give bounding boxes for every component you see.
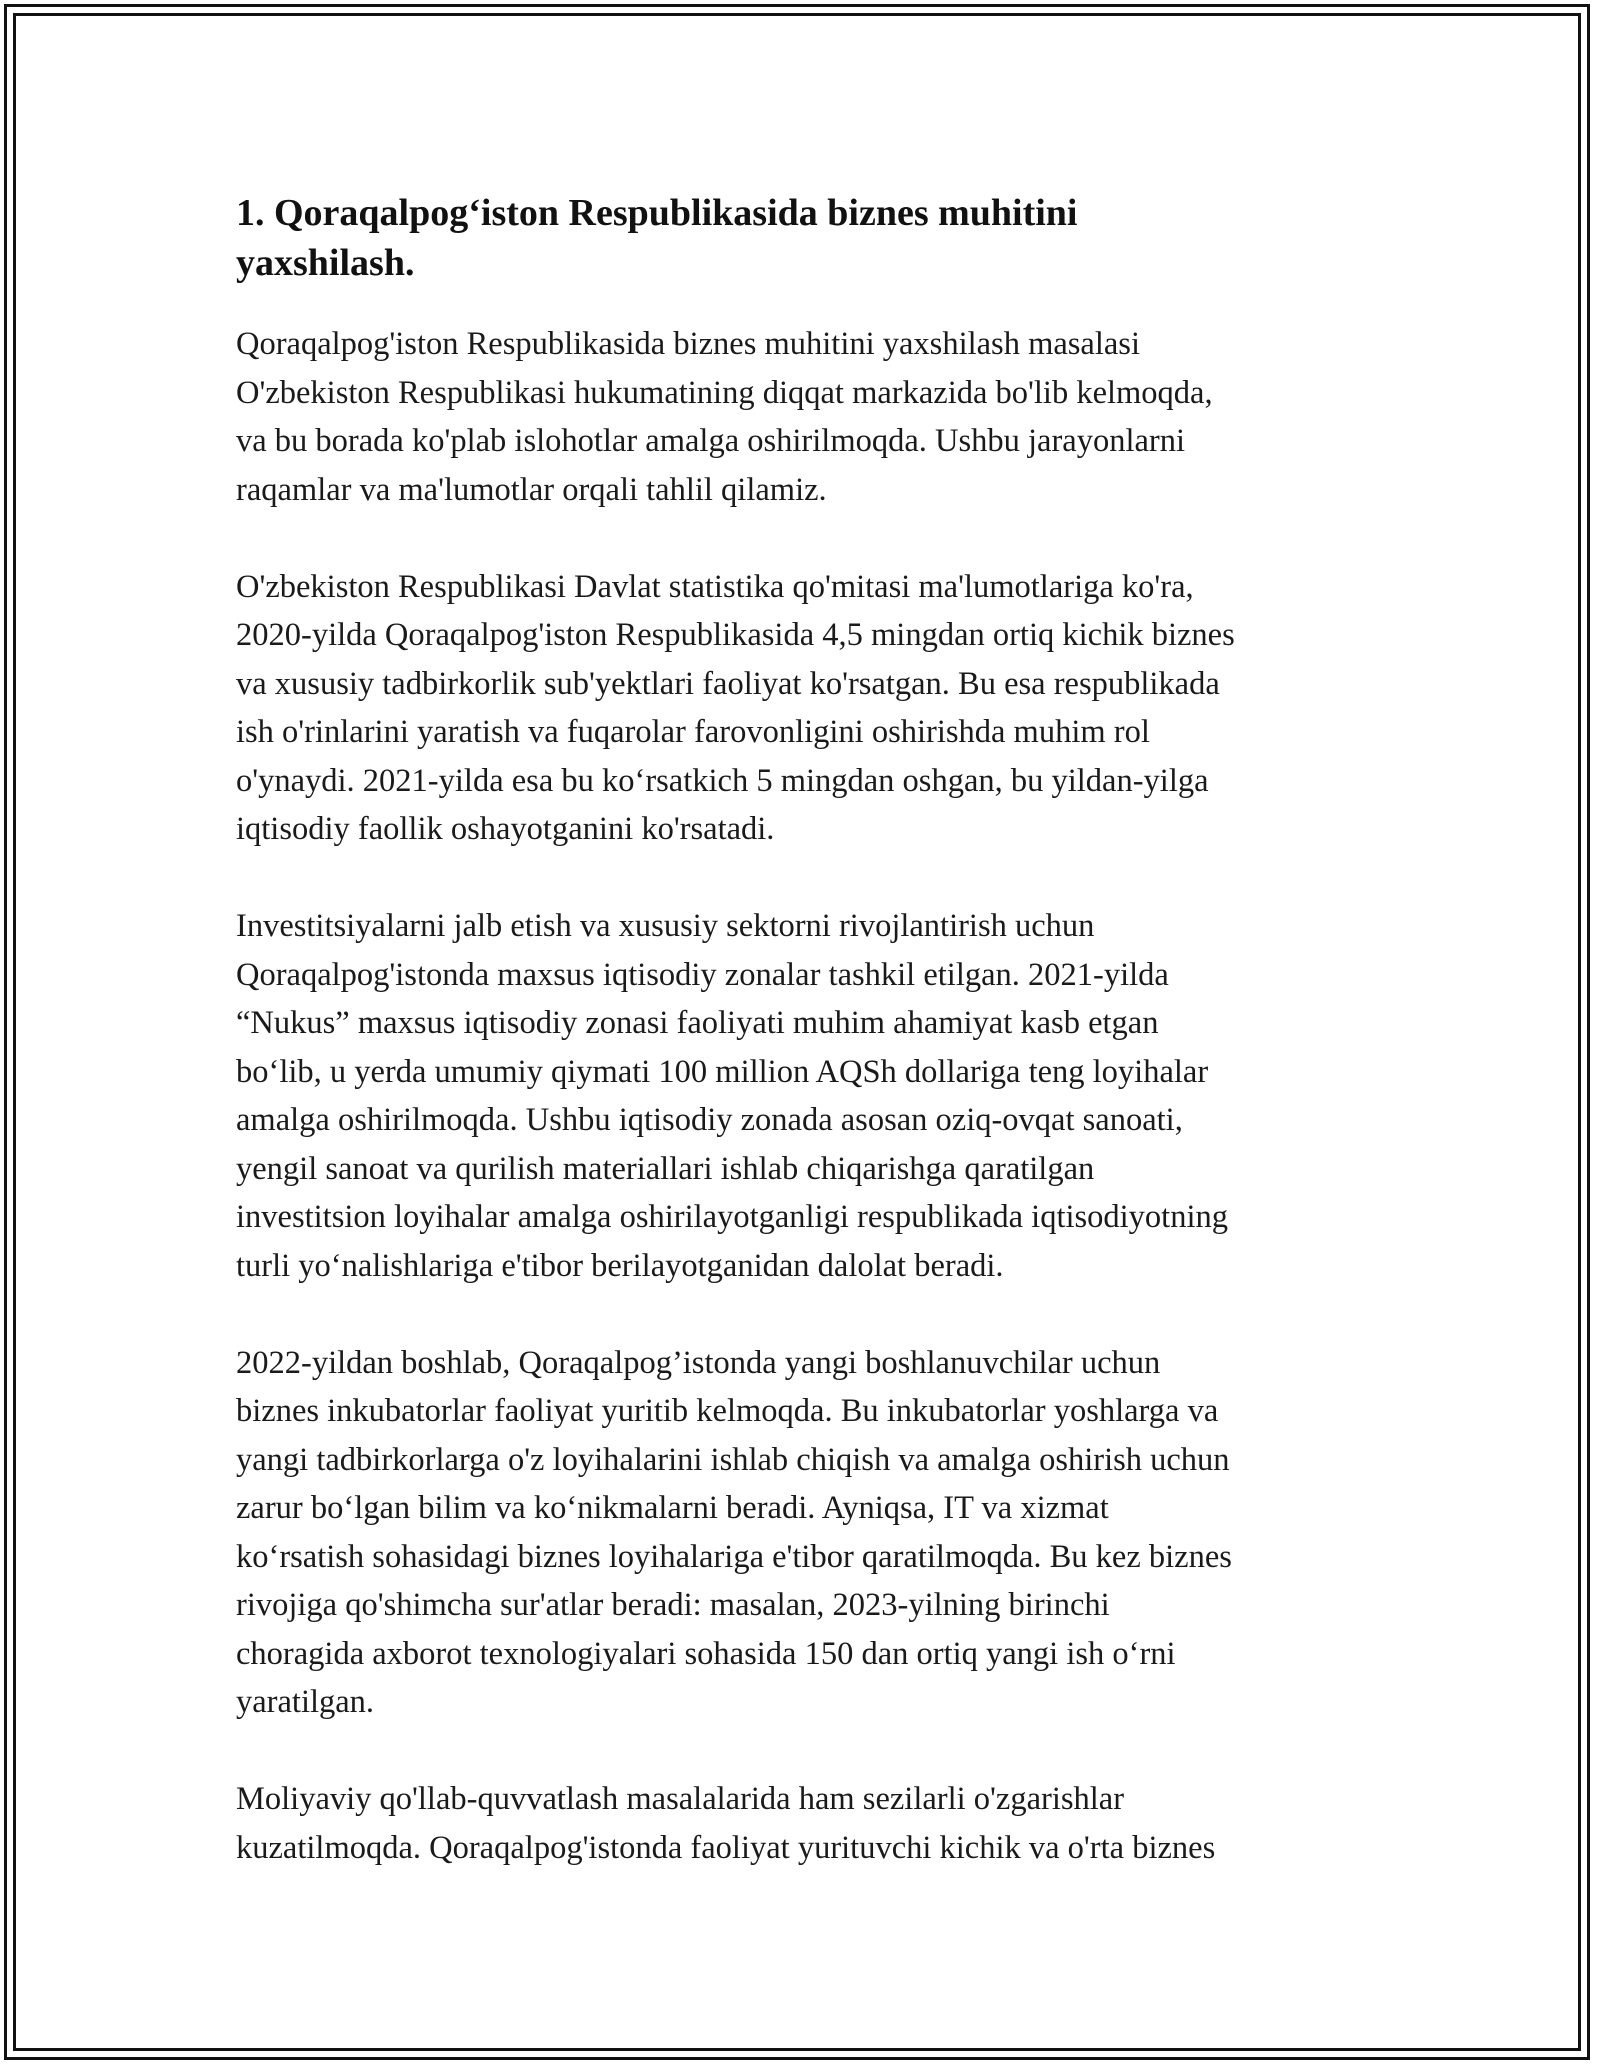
text-line: investitsion loyihalar amalga oshirilayotganligi respublikada iqtisodiyotning (236, 1199, 1228, 1235)
section-title (236, 188, 1376, 288)
text-line: choragida axborot texnologiyalari sohasida 150 dan ortiq yangi ish o‘rni (236, 1635, 1176, 1672)
text-line: yangi tadbirkorlarga o'z loyihalarini ishlab chiqish va amalga oshirish uchun (236, 1441, 1230, 1478)
text-line: turli yo‘nalishlariga e'tibor berilayotganidan dalolat beradi. (236, 1247, 1004, 1284)
text-line: yaratilgan. (236, 1684, 375, 1720)
text-line: O'zbekiston Respublikasi Davlat statistika qo'mitasi ma'lumotlariga ko'ra, (236, 568, 1194, 605)
text-line: bo‘lib, u yerda umumiy qiymati 100 million AQSh dollariga teng loyihalar (236, 1053, 1209, 1090)
text-line: Qoraqalpog'istonda maxsus iqtisodiy zonalar tashkil etilgan. 2021-yilda (236, 956, 1169, 993)
text-line: iqtisodiy faollik oshayotganini ko'rsatadi. (236, 811, 775, 847)
text-line: kuzatilmoqda. Qoraqalpog'istonda faoliyat yurituvchi kichik va o'rta biznes (236, 1829, 1216, 1866)
text-line: Moliyaviy qo'llab-quvvatlash masalalarida ham sezilarli o'zgarishlar (236, 1781, 1125, 1817)
text-line: 2022-yildan boshlab, Qoraqalpog’istonda yangi boshlanuvchilar uchun (236, 1344, 1161, 1381)
text-line: O'zbekiston Respublikasi hukumatining diqqat markazida bo'lib kelmoqda, (236, 374, 1213, 411)
text-line: yengil sanoat va qurilish materiallari ishlab chiqarishga qaratilgan (236, 1150, 1095, 1187)
text-line: raqamlar va ma'lumotlar orqali tahlil qilamiz. (236, 471, 827, 508)
text-line: biznes inkubatorlar faoliyat yuritib kelmoqda. Bu inkubatorlar yoshlarga va (236, 1393, 1219, 1429)
text-line: o'ynaydi. 2021-yilda esa bu ko‘rsatkich 5 mingdan oshgan, bu yildan-yilga (236, 762, 1209, 799)
paragraph-incubators (236, 1339, 1376, 1727)
text-line: ko‘rsatish sohasidagi biznes loyihalariga e'tibor qaratilmoqda. Bu kez biznes (236, 1538, 1232, 1575)
text-line: va xususiy tadbirkorlik sub'yektlari faoliyat ko'rsatgan. Bu esa respublikada (236, 665, 1220, 702)
text-line: Investitsiyalarni jalb etish va xususiy sektorni rivojlantirish uchun (236, 908, 1095, 944)
text-line: ish o'rinlarini yaratish va fuqarolar farovonligini oshirishda muhim rol (236, 714, 1150, 750)
paragraph-financial-support (236, 1775, 1376, 1872)
document-body (236, 188, 1376, 1921)
title-line: 1. Qoraqalpog‘iston Respublikasida biznes muhitini (236, 192, 1078, 234)
text-line: Qoraqalpog'iston Respublikasida biznes muhitini yaxshilash masalasi (236, 326, 1140, 362)
text-line: zarur bo‘lgan bilim va ko‘nikmalarni beradi. Ayniqsa, IT va xizmat (236, 1490, 1109, 1526)
text-line: 2020-yilda Qoraqalpog'iston Respublikasida 4,5 mingdan ortiq kichik biznes (236, 617, 1235, 653)
paragraph-intro (236, 320, 1376, 514)
text-line: “Nukus” maxsus iqtisodiy zonasi faoliyati muhim ahamiyat kasb etgan (236, 1005, 1159, 1041)
title-line: yaxshilash. (236, 242, 415, 284)
paragraph-statistics (236, 563, 1376, 854)
text-line: rivojiga qo'shimcha sur'atlar beradi: masalan, 2023-yilning birinchi (236, 1587, 1110, 1623)
text-line: amalga oshirilmoqda. Ushbu iqtisodiy zonada asosan oziq-ovqat sanoati, (236, 1102, 1183, 1138)
text-line: va bu borada ko'plab islohotlar amalga oshirilmoqda. Ushbu jarayonlarni (236, 423, 1186, 459)
paragraph-investment (236, 902, 1376, 1290)
